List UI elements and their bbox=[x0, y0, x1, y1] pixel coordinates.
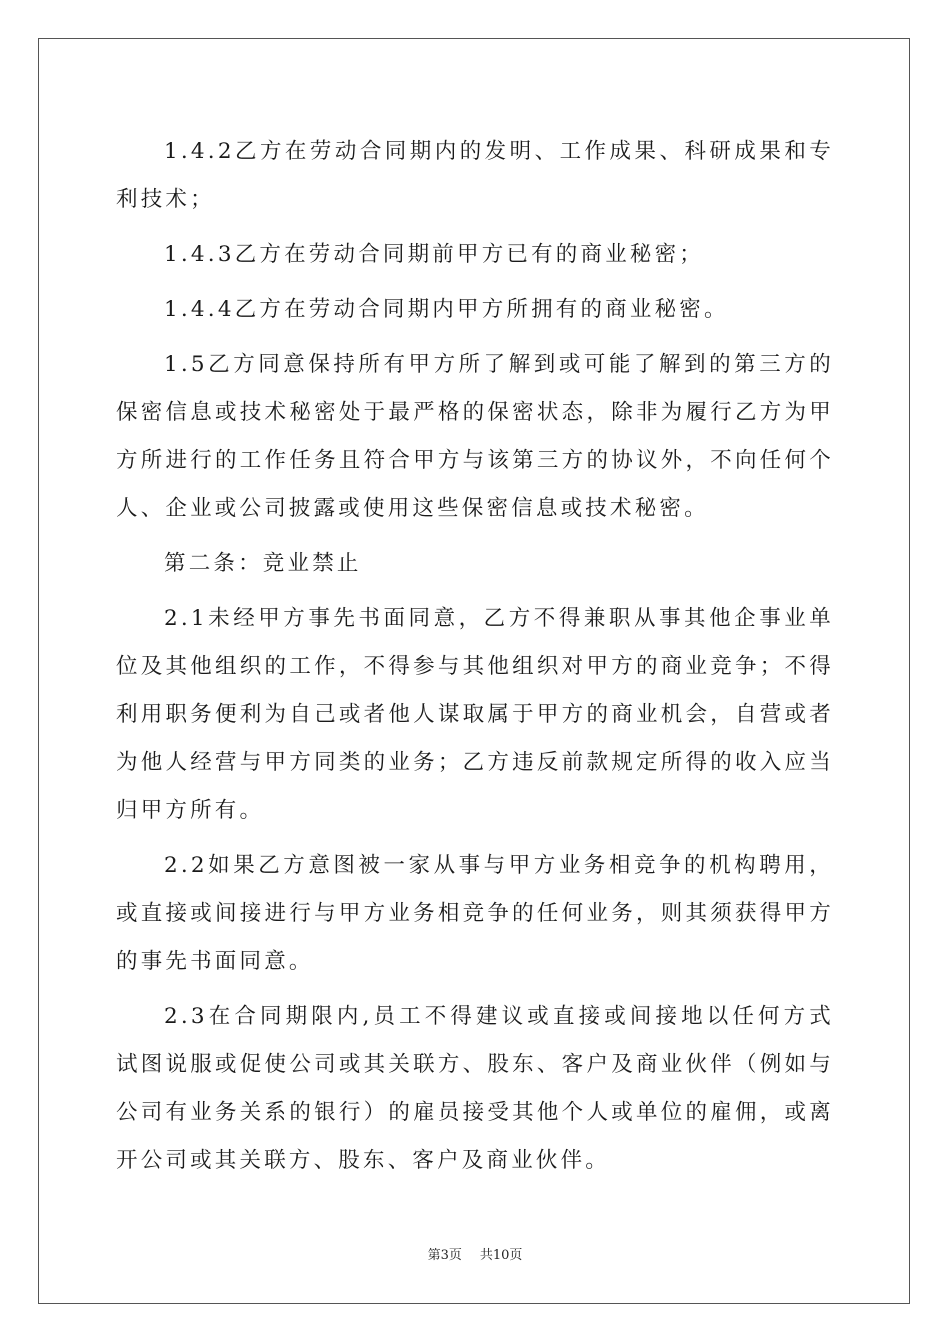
document-body bbox=[116, 128, 834, 1192]
clause-1-4-3: 1.4.3乙方在劳动合同期前甲方已有的商业秘密； bbox=[164, 242, 705, 267]
clause-2-1: 2.1未经甲方事先书面同意，乙方不得兼职从事其他企事业单位及其他组织的工作，不得参与其他组织对甲方的商业竞争；不得利用职务便利为自己或者他人谋取属于甲方的商业机会，自营或者为他人经营与甲方同类的业务；乙方违反前款规定所得的收入应当归甲方所有。 bbox=[116, 606, 834, 823]
clause-2-2: 2.2如果乙方意图被一家从事与甲方业务相竞争的机构聘用，或直接或间接进行与甲方业务相竞争的任何业务，则其须获得甲方的事先书面同意。 bbox=[116, 853, 834, 974]
page-footer bbox=[0, 1246, 950, 1266]
clause-1-5: 1.5乙方同意保持所有甲方所了解到或可能了解到的第三方的保密信息或技术秘密处于最严格的保密状态，除非为履行乙方为甲方所进行的工作任务且符合甲方与该第三方的协议外，不向任何个人、企业或公司披露或使用这些保密信息或技术秘密。 bbox=[116, 352, 834, 521]
clause-2-3: 2.3在合同期限内,员工不得建议或直接或间接地以任何方式试图说服或促使公司或其关联方、股东、客户及商业伙伴（例如与公司有业务关系的银行）的雇员接受其他个人或单位的雇佣，或离开公司或其关联方、股东、客户及商业伙伴。 bbox=[116, 1004, 834, 1173]
article-2-heading: 第二条：竞业禁止 bbox=[164, 551, 362, 576]
page-total: 共10页 bbox=[479, 1248, 523, 1263]
page-number: 第3页 bbox=[427, 1248, 462, 1263]
clause-1-4-2: 1.4.2乙方在劳动合同期内的发明、工作成果、科研成果和专利技术； bbox=[116, 139, 834, 212]
clause-1-4-4: 1.4.4乙方在劳动合同期内甲方所拥有的商业秘密。 bbox=[164, 297, 729, 322]
